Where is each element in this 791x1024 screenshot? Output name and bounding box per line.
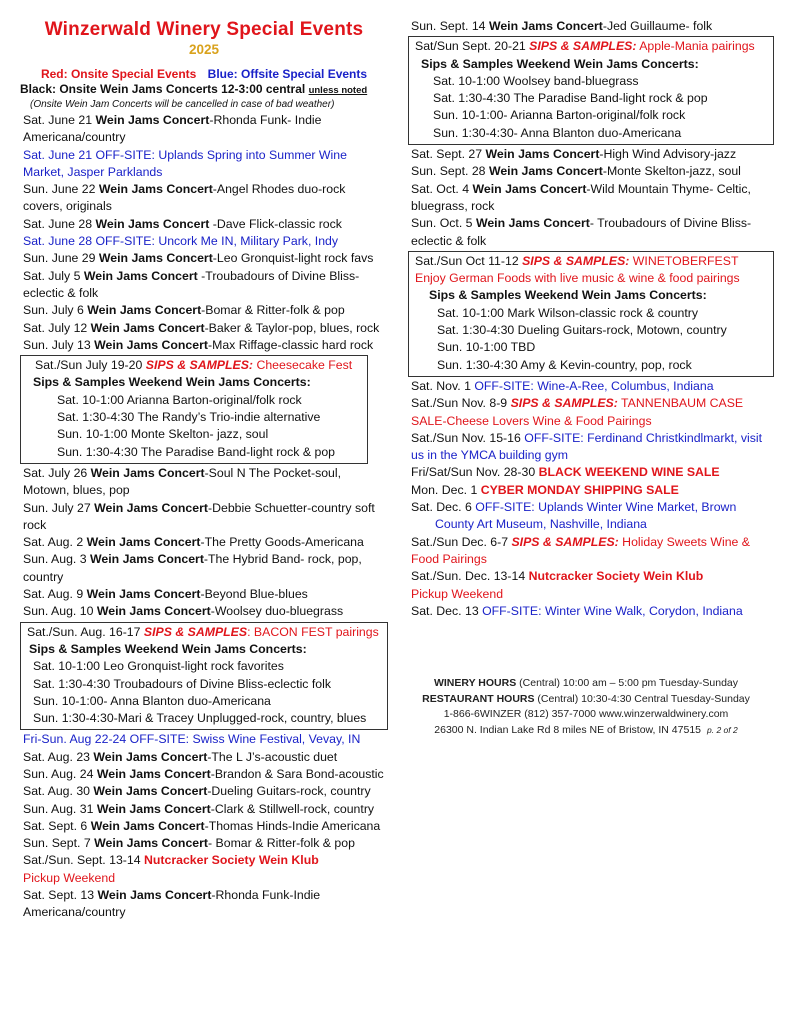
box-heading: Sips & Samples Weekend Wein Jams Concerts: xyxy=(429,288,707,303)
box-heading: Sips & Samples Weekend Wein Jams Concerts: xyxy=(29,641,307,656)
event-item: Sat./Sun. Sept. 13-14 Nutcracker Society Wein Klub Pickup Weekend xyxy=(23,853,319,885)
event-item: Sat. June 21 Wein Jams Concert-Rhonda Funk- Indie Americana/country xyxy=(23,113,322,145)
event-item: Sat. Sept. 6 Wein Jams Concert-Thomas Hinds-Indie Americana xyxy=(23,818,381,833)
event-item: Sat. Aug. 23 Wein Jams Concert-The L J’s-acoustic duet xyxy=(23,749,338,764)
box-slot: Sat. 1:30-4:30 Troubadours of Divine Bliss-eclectic folk xyxy=(33,676,332,691)
event-item: Sat. Sept. 13 Wein Jams Concert-Rhonda Funk-Indie Americana/country xyxy=(23,888,321,920)
event-item: Sun. July 6 Wein Jams Concert-Bomar & Ritter-folk & pop xyxy=(23,303,345,318)
event-item-offsite: Sat. June 28 OFF-SITE: Uncork Me IN, Military Park, Indy xyxy=(23,234,339,249)
event-item: Sat. Aug. 30 Wein Jams Concert-Dueling Guitars-rock, country xyxy=(23,784,371,799)
event-item: Mon. Dec. 1 CYBER MONDAY SHIPPING SALE xyxy=(411,482,679,497)
event-item: Sat. Oct. 4 Wein Jams Concert-Wild Mountain Thyme- Celtic, bluegrass, rock xyxy=(411,181,751,213)
box-slot: Sat. 1:30-4:30 Dueling Guitars-rock, Motown, country xyxy=(437,323,727,338)
page-number: p. 2 of 2 xyxy=(707,724,738,735)
box-slot: Sat. 10-1:00 Mark Wilson-classic rock & country xyxy=(437,305,699,320)
event-item: Sun. June 29 Wein Jams Concert-Leo Gronquist-light rock favs xyxy=(23,251,374,266)
box-slot: Sun. 10-1:00 Monte Skelton- jazz, soul xyxy=(57,427,269,442)
event-item: Sun. Sept. 14 Wein Jams Concert-Jed Guillaume- folk xyxy=(411,19,713,33)
event-item: Sat. June 28 Wein Jams Concert -Dave Flick-classic rock xyxy=(23,216,342,231)
box-slot: Sat. 10-1:00 Leo Gronquist-light rock favorites xyxy=(33,659,284,674)
event-item: Sat. Sept. 27 Wein Jams Concert-High Wind Advisory-jazz xyxy=(411,147,737,162)
event-item: Sat. Aug. 2 Wein Jams Concert-The Pretty Goods-Americana xyxy=(23,535,364,550)
event-item-offsite: Sat. Dec. 6 OFF-SITE: Uplands Winter Wine Market, Brown County Art Museum, Nashville, Indiana xyxy=(411,500,737,532)
sips-samples-box xyxy=(20,622,388,731)
event-item-offsite: Sat./Sun Nov. 15-16 OFF-SITE: Ferdinand Christkindlmarkt, visit us in the YMCA building gym xyxy=(411,430,763,463)
box-slot: Sun. 1:30-4:30- Anna Blanton duo-Americana xyxy=(433,125,682,140)
event-item-offsite: Sat. June 21 OFF-SITE: Uplands Spring into Summer Wine Market, Jasper Parklands xyxy=(23,147,347,179)
event-item: Sat./Sun Dec. 6-7 SIPS & SAMPLES: Holiday Sweets Wine & Food Pairings xyxy=(411,534,750,566)
box-slot: Sun. 1:30-4:30 The Paradise Band-light rock & pop xyxy=(57,444,335,459)
year: 2025 xyxy=(188,42,220,57)
cancel-note: (Onsite Wein Jam Concerts will be cancelled in case of bad weather) xyxy=(30,99,335,110)
event-item: Sun. July 13 Wein Jams Concert-Max Riffage-classic hard rock xyxy=(23,337,374,352)
event-item: Sat./Sun. Dec. 13-14 Nutcracker Society Wein Klub Pickup Weekend xyxy=(411,569,704,601)
contact-line: 1-866-6WINZER (812) 357-7000 www.winzerwaldwinery.com xyxy=(443,708,729,720)
address-line: 26300 N. Indian Lake Rd 8 miles NE of Bristow, IN 47515 p. 2 of 2 xyxy=(434,723,738,736)
event-item: Sun. July 27 Wein Jams Concert-Debbie Schuetter-country soft rock xyxy=(23,500,375,532)
legend-red: Red: Onsite Special Events xyxy=(40,67,197,81)
box-slot: Sun. 10-1:00- Arianna Barton-original/folk rock xyxy=(433,108,686,123)
box-slot: Sun. 1:30-4:30-Mari & Tracey Unplugged-rock, country, blues xyxy=(33,711,367,726)
event-item: Sat. Aug. 9 Wein Jams Concert-Beyond Blue-blues xyxy=(23,587,308,602)
sips-samples-box xyxy=(408,36,774,145)
event-item: Sun. Aug. 10 Wein Jams Concert-Woolsey duo-bluegrass xyxy=(23,604,344,619)
event-item-offsite: Fri-Sun. Aug 22-24 OFF-SITE: Swiss Wine Festival, Vevay, IN xyxy=(23,732,361,747)
winery-hours: WINERY HOURS (Central) 10:00 am – 5:00 pm Tuesday-Sunday xyxy=(433,677,739,689)
box-title: Sat./Sun. Aug. 16-17 SIPS & SAMPLES: BACON FEST pairings xyxy=(27,624,379,639)
box-slot: Sat. 1:30-4:30 The Randy’s Trio-indie alternative xyxy=(57,410,321,425)
event-item: Fri/Sat/Sun Nov. 28-30 BLACK WEEKEND WINE SALE xyxy=(411,465,720,480)
box-title: Sat/Sun Sept. 20-21 SIPS & SAMPLES: Apple-Mania pairings xyxy=(415,39,755,54)
legend xyxy=(20,67,388,82)
event-item: Sun. Oct. 5 Wein Jams Concert- Troubadours of Divine Bliss-eclectic & folk xyxy=(411,216,752,248)
event-item-offsite: Sat. Dec. 13 OFF-SITE: Winter Wine Walk, Corydon, Indiana xyxy=(411,603,743,618)
event-item: Sat. July 12 Wein Jams Concert-Baker & Taylor-pop, blues, rock xyxy=(23,320,380,335)
sips-samples-box xyxy=(408,251,774,377)
event-item: Sun. Aug. 24 Wein Jams Concert-Brandon & Sara Bond-acoustic xyxy=(23,766,384,781)
event-item-offsite: Sat. Nov. 1 OFF-SITE: Wine-A-Ree, Columbus, Indiana xyxy=(411,378,714,393)
box-slot: Sat. 1:30-4:30 The Paradise Band-light rock & pop xyxy=(433,91,708,106)
event-item: Sun. Sept. 7 Wein Jams Concert- Bomar & Ritter-folk & pop xyxy=(23,836,355,851)
restaurant-hours: RESTAURANT HOURS (Central) 10:30-4:30 Central Tuesday-Sunday xyxy=(422,692,750,705)
box-title: Sat./Sun July 19-20 SIPS & SAMPLES: Cheesecake Fest xyxy=(35,358,353,373)
page-title: Winzerwald Winery Special Events xyxy=(44,19,364,40)
event-item: Sun. Aug. 31 Wein Jams Concert-Clark & Stillwell-rock, country xyxy=(23,801,375,816)
event-item: Sun. Aug. 3 Wein Jams Concert-The Hybrid Band- rock, pop, country xyxy=(23,552,362,584)
box-slot: Sun. 10-1:00- Anna Blanton duo-Americana xyxy=(33,693,271,708)
box-title: Sat./Sun Oct 11-12 SIPS & SAMPLES: WINETOBERFEST xyxy=(415,253,739,268)
right-column xyxy=(408,18,774,620)
box-heading: Sips & Samples Weekend Wein Jams Concerts: xyxy=(33,375,311,390)
winery-info xyxy=(408,676,764,738)
sips-samples-box xyxy=(20,355,368,464)
box-slot: Sat. 10-1:00 Woolsey band-bluegrass xyxy=(433,73,639,88)
event-item: Sun. Sept. 28 Wein Jams Concert-Monte Skelton-jazz, soul xyxy=(411,164,741,179)
left-column xyxy=(20,18,388,922)
event-item: Sat. July 26 Wein Jams Concert-Soul N The Pocket-soul, Motown, blues, pop xyxy=(23,465,342,498)
event-item: Sat./Sun Nov. 8-9 SIPS & SAMPLES: TANNENBAUM CASE SALE-Cheese Lovers Wine & Food Pairings xyxy=(411,396,744,428)
box-subtitle: Enjoy German Foods with live music & wine & food pairings xyxy=(415,271,740,286)
box-slot: Sun. 1:30-4:30 Amy & Kevin-country, pop, rock xyxy=(437,357,692,372)
event-item: Sun. June 22 Wein Jams Concert-Angel Rhodes duo-rock covers, originals xyxy=(23,182,346,214)
legend-black: Black: Onsite Wein Jams Concerts 12-3:00 central unless noted xyxy=(20,82,368,96)
legend-blue: Blue: Offsite Special Events xyxy=(207,67,368,81)
event-item: Sat. July 5 Wein Jams Concert -Troubadours of Divine Bliss-eclectic & folk xyxy=(23,268,360,300)
box-slot: Sat. 10-1:00 Arianna Barton-original/folk rock xyxy=(57,392,302,407)
box-slot: Sun. 10-1:00 TBD xyxy=(437,340,536,355)
box-heading: Sips & Samples Weekend Wein Jams Concerts: xyxy=(421,56,699,71)
